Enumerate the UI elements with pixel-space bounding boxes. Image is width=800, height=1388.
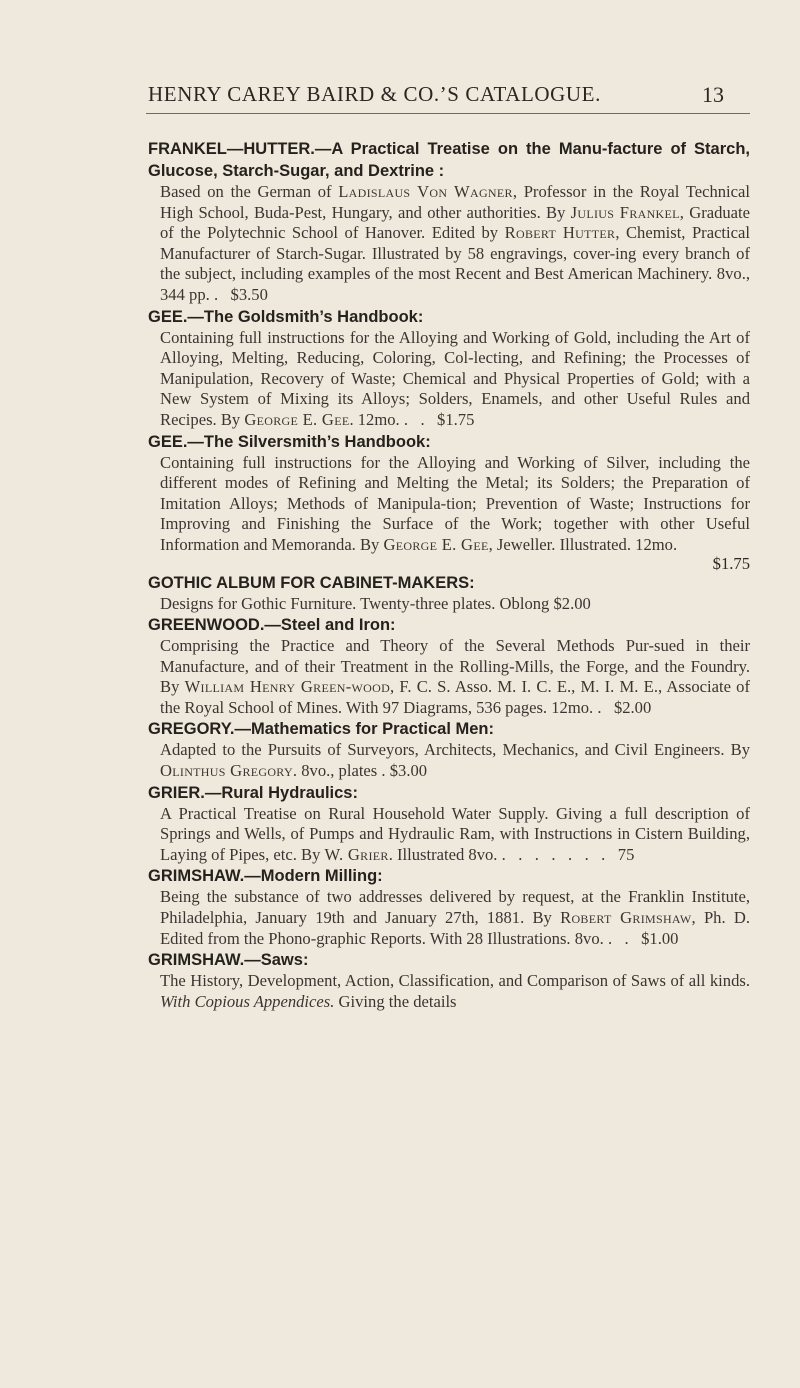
description-text: , Graduate of the Polytechnic School of Hanover. Edited by bbox=[160, 202, 751, 243]
description-text: , Professor in the Royal Technical High School, Buda-Pest, Hungary, and other authorities. By bbox=[160, 182, 750, 222]
price: $1.75 bbox=[712, 553, 750, 573]
author-name: Robert Grimshaw bbox=[560, 908, 692, 928]
author-name: Olinthus Gregory bbox=[160, 761, 293, 781]
entry-description bbox=[148, 594, 750, 615]
entry-heading: GREGORY.—Mathematics for Practical Men: bbox=[148, 720, 494, 739]
price: . . $1.00 bbox=[607, 928, 679, 948]
author-name: Ladislaus Von Wagner bbox=[338, 182, 513, 201]
entry-description bbox=[148, 182, 750, 306]
description-text: Containing full instructions for the Alloying and Working of Gold, including the Art of Alloying, Melting, Reducing, Coloring, Col-lecting, and Refining; the Processes of Manipulation, Recovery of Waste; Chemical and Physical Properties of Gold; with a New System of Mixing its Alloys; Solders, Enamels, and other Useful Rules and Recipes. By bbox=[160, 327, 750, 429]
entry-heading: GEE.—The Goldsmith’s Handbook: bbox=[148, 307, 424, 326]
price: . $2.00 bbox=[597, 697, 652, 717]
author-name: W. Grier bbox=[324, 844, 389, 864]
catalogue-entry bbox=[148, 138, 750, 306]
description-text: Adapted to the Pursuits of Surveyors, Architects, Mechanics, and Civil Engineers. By bbox=[160, 740, 750, 760]
entry-description bbox=[148, 453, 750, 556]
catalogue-entry bbox=[148, 306, 750, 431]
header-rule bbox=[146, 113, 750, 114]
catalogue-entry bbox=[148, 718, 750, 781]
author-name: William Henry Green-wood bbox=[184, 677, 391, 697]
running-head: HENRY CAREY BAIRD & CO.’S CATALOGUE. bbox=[148, 82, 601, 106]
catalogue-entry bbox=[148, 431, 750, 572]
description-text: , Jeweller. Illustrated. 12mo. bbox=[488, 534, 678, 554]
description-text: , F. C. S. Asso. M. I. C. E., M. I. M. E., Associate of the Royal School of Mines. With 97 Diagrams, 536 pages. 12mo. bbox=[160, 677, 750, 717]
page-number: 13 bbox=[702, 82, 724, 107]
description-text: Containing full instructions for the Alloying and Working of Silver, including the different modes of Refining and Melting the Metal; its Solders; the Preparation of Imitation Alloys; Methods of Manipula-tion; Prevention of Waste; Instructions for Improving and Finishing the Surface of the Work; together with other Useful Information and Memoranda. By bbox=[160, 452, 750, 554]
price: . $3.50 bbox=[213, 284, 268, 304]
author-name: Julius Frankel bbox=[570, 202, 680, 222]
catalogue-entry bbox=[148, 782, 750, 866]
description-text: . 8vo., plates . bbox=[292, 761, 386, 781]
catalogue-entry bbox=[148, 949, 750, 1012]
description-text: Being the substance of two addresses delivered by request, at the Franklin Institute, Philadelphia, January 19th and January 27th, 1881. By bbox=[160, 887, 750, 928]
price: . . . . . . . 75 bbox=[501, 844, 635, 864]
entry-description bbox=[148, 887, 750, 949]
entry-heading: GRIER.—Rural Hydraulics: bbox=[148, 783, 358, 802]
entry-description bbox=[148, 804, 750, 866]
catalogue-entry bbox=[148, 614, 750, 718]
description-text: Giving the details bbox=[334, 991, 457, 1011]
price: $3.00 bbox=[389, 761, 428, 781]
catalogue-entry bbox=[148, 572, 750, 615]
editor-name: Robert Hutter bbox=[504, 223, 616, 243]
description-text: . Illustrated 8vo. bbox=[388, 844, 498, 864]
italic-note: With Copious Appendices. bbox=[160, 991, 335, 1011]
entry-heading: GREENWOOD.—Steel and Iron: bbox=[148, 616, 396, 635]
description-text: Based on the German of bbox=[160, 182, 339, 201]
catalogue-entries bbox=[148, 138, 750, 1012]
entry-description bbox=[148, 740, 750, 781]
author-name: George E. Gee bbox=[244, 409, 350, 429]
entry-heading: FRANKEL—HUTTER.—A Practical Treatise on the Manu-facture of Starch, Glucose, Starch-Sugar, and Dextrine : bbox=[148, 140, 750, 180]
description-text: . 12mo. bbox=[349, 409, 400, 429]
entry-heading: GEE.—The Silversmith’s Handbook: bbox=[148, 432, 431, 451]
description-text: The History, Development, Action, Classification, and Comparison of Saws of all kinds. bbox=[160, 971, 750, 991]
description-text: A Practical Treatise on Rural Household Water Supply. Giving a full description of Springs and Wells, of Pumps and Hydraulic Ram, with Instructions in Cistern Building, Laying of Pipes, etc. By bbox=[160, 803, 750, 864]
entry-description bbox=[148, 971, 750, 1012]
catalogue-entry bbox=[148, 865, 750, 949]
description-text: Comprising the Practice and Theory of the Several Methods Pur-sued in their Manufacture, and of their Treatment in the Rolling-Mills, the Forge, and the Foundry. By bbox=[160, 636, 750, 697]
author-name: George E. Gee bbox=[383, 534, 489, 554]
entry-description bbox=[148, 636, 750, 718]
description-text: Designs for Gothic Furniture. Twenty-three plates. Oblong bbox=[160, 593, 550, 613]
entry-heading: GRIMSHAW.—Modern Milling: bbox=[148, 867, 383, 886]
entry-description bbox=[148, 328, 750, 431]
entry-heading: GOTHIC ALBUM FOR CABINET-MAKERS: bbox=[148, 573, 475, 592]
description-text: , Chemist, Practical Manufacturer of Starch-Sugar. Illustrated by 58 engravings, cover-ing every branch of the subject, including examples of the most Recent and Best American Machinery. 8vo., 344 pp. bbox=[160, 223, 750, 304]
description-text: , Ph. D. Edited from the Phono-graphic Reports. With 28 Illustrations. 8vo. bbox=[160, 908, 750, 948]
price: . . $1.75 bbox=[403, 409, 475, 429]
page-header bbox=[0, 82, 800, 122]
price: $2.00 bbox=[553, 593, 591, 613]
entry-heading: GRIMSHAW.—Saws: bbox=[148, 951, 309, 970]
